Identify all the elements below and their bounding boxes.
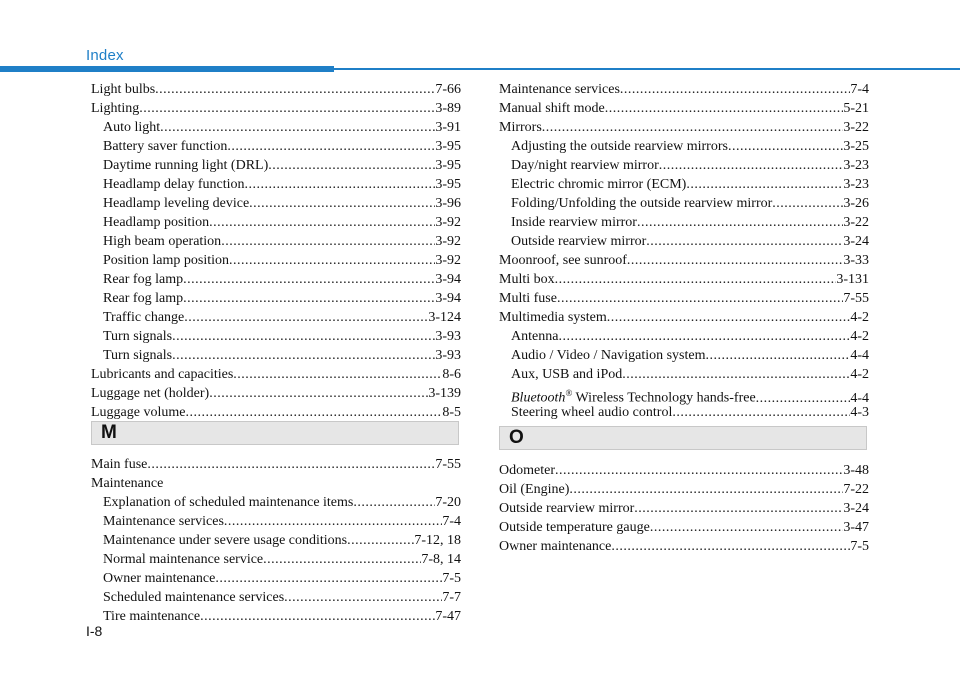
index-page-ref: 7-8, 14	[421, 552, 461, 567]
leader-dots	[221, 232, 435, 251]
index-term: Aux, USB and iPod	[511, 367, 623, 382]
index-entry	[499, 289, 869, 308]
leader-dots	[209, 213, 435, 232]
index-term: Explanation of scheduled maintenance items	[103, 495, 354, 510]
index-term: High beam operation	[103, 234, 222, 249]
index-term: Electric chromic mirror (ECM)	[511, 177, 687, 192]
leader-dots	[139, 99, 435, 118]
header-rule	[0, 66, 960, 72]
index-page-ref: 3-92	[435, 215, 461, 230]
header-rule-thick	[0, 66, 334, 72]
index-entry	[91, 512, 461, 531]
leader-dots	[634, 499, 843, 518]
index-term: Outside temperature gauge	[499, 520, 650, 535]
index-entry	[91, 289, 461, 308]
leader-dots	[215, 569, 442, 588]
leader-dots	[172, 327, 435, 346]
index-page-ref: 4-2	[850, 367, 869, 382]
leader-dots	[706, 346, 851, 365]
leader-dots	[172, 346, 435, 365]
index-page-ref: 7-7	[442, 590, 461, 605]
page-number: I-8	[86, 623, 103, 639]
index-term: Day/night rearview mirror	[511, 158, 659, 173]
index-term: Position lamp position	[103, 253, 230, 268]
leader-dots	[558, 327, 850, 346]
index-entry	[91, 194, 461, 213]
index-entry	[91, 403, 461, 422]
index-term: Maintenance under severe usage conditions	[103, 533, 348, 548]
index-page-ref: 3-47	[843, 520, 869, 535]
index-term-text: Wireless Technology hands-free	[575, 390, 756, 406]
index-term: Audio / Video / Navigation system	[511, 348, 706, 363]
index-term: Turn signals	[103, 329, 173, 344]
index-term: Luggage net (holder)	[91, 386, 210, 401]
index-term: Headlamp position	[103, 215, 210, 230]
index-page-ref: 3-24	[843, 234, 869, 249]
index-page-ref: 7-5	[850, 539, 869, 554]
header-rule-thin	[334, 68, 960, 70]
index-page-ref: 3-25	[843, 139, 869, 154]
index-entry	[91, 365, 461, 384]
leader-dots	[160, 118, 435, 137]
leader-dots	[245, 175, 436, 194]
leader-dots	[620, 80, 850, 99]
leader-dots	[611, 537, 850, 556]
index-entry	[499, 270, 869, 289]
letter-heading-label: O	[509, 427, 524, 448]
leader-dots	[557, 289, 843, 308]
index-term: Multimedia system	[499, 310, 607, 325]
leader-dots	[347, 531, 414, 550]
leader-dots	[184, 308, 428, 327]
leader-dots	[627, 251, 843, 270]
index-entry	[91, 308, 461, 327]
leader-dots	[209, 384, 428, 403]
index-term: Lubricants and capacities	[91, 367, 234, 382]
index-page-ref: 3-48	[843, 463, 869, 478]
index-page-ref: 3-93	[435, 329, 461, 344]
index-term: Owner maintenance	[499, 539, 612, 554]
letter-heading-o	[499, 426, 867, 450]
leader-dots	[224, 512, 442, 531]
leader-dots	[183, 289, 435, 308]
index-page-ref: 7-20	[435, 495, 461, 510]
index-page-ref: 3-94	[435, 291, 461, 306]
index-term: Headlamp delay function	[103, 177, 245, 192]
index-term: Adjusting the outside rearview mirrors	[511, 139, 728, 154]
leader-dots	[183, 270, 435, 289]
index-entry	[91, 175, 461, 194]
index-entry	[91, 493, 461, 512]
index-entry	[91, 137, 461, 156]
index-term: Oil (Engine)	[499, 482, 570, 497]
index-entry	[499, 156, 869, 175]
index-term: Main fuse	[91, 457, 148, 472]
leader-dots	[637, 213, 843, 232]
index-entry	[499, 80, 869, 99]
index-entry	[499, 384, 869, 406]
index-group-l	[91, 80, 461, 422]
index-entry	[91, 99, 461, 118]
leader-dots	[229, 251, 435, 270]
index-entry	[91, 531, 461, 550]
index-term: Mirrors	[499, 120, 542, 135]
index-page-ref: 7-55	[435, 457, 461, 472]
index-term: Maintenance services	[103, 514, 224, 529]
index-page-ref: 7-5	[442, 571, 461, 586]
index-entry	[91, 455, 461, 474]
index-entry	[91, 213, 461, 232]
index-page-ref: 3-131	[836, 272, 869, 287]
index-entry	[499, 137, 869, 156]
index-page-ref: 3-24	[843, 501, 869, 516]
index-page-ref: 3-91	[435, 120, 461, 135]
index-page-ref: 4-4	[850, 390, 869, 406]
index-entry	[499, 308, 869, 327]
index-term: Multi fuse	[499, 291, 557, 306]
index-term: Daytime running light (DRL)	[103, 158, 269, 173]
index-entry	[499, 365, 869, 384]
index-entry	[499, 346, 869, 365]
index-entry	[499, 499, 869, 518]
leader-dots	[605, 99, 844, 118]
index-term: Luggage volume	[91, 405, 186, 420]
leader-dots	[686, 175, 843, 194]
index-term: Outside rearview mirror	[511, 234, 647, 249]
index-group-o	[499, 461, 869, 556]
index-page-ref: 4-2	[850, 329, 869, 344]
letter-heading-m	[91, 421, 459, 445]
leader-dots	[353, 493, 435, 512]
index-page-ref: 3-22	[843, 120, 869, 135]
leader-dots	[200, 607, 435, 626]
index-entry	[499, 251, 869, 270]
index-page-ref: 7-12, 18	[414, 533, 461, 548]
page-header-title: Index	[86, 47, 124, 64]
index-term: Inside rearview mirror	[511, 215, 637, 230]
letter-heading-label: M	[101, 422, 117, 443]
index-term: Battery saver function	[103, 139, 228, 154]
index-term: Antenna	[511, 329, 559, 344]
leader-dots	[672, 403, 850, 422]
index-entry	[499, 213, 869, 232]
index-term: Auto light	[103, 120, 161, 135]
leader-dots	[185, 403, 442, 422]
leader-dots	[555, 270, 837, 289]
index-term: Maintenance services	[499, 82, 620, 97]
index-entry	[91, 232, 461, 251]
index-entry	[499, 403, 869, 422]
index-term: Folding/Unfolding the outside rearview mirror	[511, 196, 773, 211]
leader-dots	[249, 194, 435, 213]
index-term: Rear fog lamp	[103, 272, 184, 287]
index-entry	[91, 251, 461, 270]
index-term: Multi box	[499, 272, 555, 287]
index-page-ref: 7-4	[442, 514, 461, 529]
index-page-ref: 7-22	[843, 482, 869, 497]
index-group-m-cont	[499, 80, 869, 422]
index-entry	[499, 175, 869, 194]
index-page-ref: 3-92	[435, 234, 461, 249]
leader-dots	[227, 137, 435, 156]
leader-dots	[542, 118, 844, 137]
index-page-ref: 5-21	[843, 101, 869, 116]
leader-dots	[263, 550, 421, 569]
index-term: Normal maintenance service	[103, 552, 264, 567]
index-term: Lighting	[91, 101, 140, 116]
leader-dots	[555, 461, 843, 480]
index-term: Scheduled maintenance services	[103, 590, 285, 605]
index-entry	[91, 270, 461, 289]
index-entry	[499, 537, 869, 556]
index-entry	[91, 569, 461, 588]
index-page-ref: 3-26	[843, 196, 869, 211]
index-page-ref: 7-4	[850, 82, 869, 97]
index-page-ref: 4-3	[850, 405, 869, 420]
leader-dots	[147, 455, 435, 474]
index-page-ref: 3-92	[435, 253, 461, 268]
index-entry	[499, 232, 869, 251]
index-page-ref: 7-66	[435, 82, 461, 97]
leader-dots	[646, 232, 843, 251]
leader-dots	[650, 518, 844, 537]
index-entry	[499, 327, 869, 346]
index-page-ref: 8-5	[442, 405, 461, 420]
index-page-ref: 3-23	[843, 158, 869, 173]
index-term: Tire maintenance	[103, 609, 201, 624]
index-group-m	[91, 455, 461, 626]
index-entry	[91, 607, 461, 626]
index-term: Owner maintenance	[103, 571, 216, 586]
index-page-ref: 4-4	[850, 348, 869, 363]
index-term: Odometer	[499, 463, 555, 478]
index-entry	[91, 346, 461, 365]
index-entry	[91, 156, 461, 175]
leader-dots	[569, 480, 843, 499]
index-term: Light bulbs	[91, 82, 156, 97]
index-entry	[91, 80, 461, 99]
index-page-ref: 7-47	[435, 609, 461, 624]
leader-dots	[772, 194, 843, 213]
index-entry	[499, 461, 869, 480]
index-entry	[499, 480, 869, 499]
index-page-ref: 3-33	[843, 253, 869, 268]
leader-dots	[607, 308, 851, 327]
index-entry	[91, 118, 461, 137]
index-term: Maintenance	[91, 476, 164, 491]
index-page-ref: 3-22	[843, 215, 869, 230]
index-page-ref: 4-2	[850, 310, 869, 325]
leader-dots	[284, 588, 442, 607]
index-entry	[499, 518, 869, 537]
leader-dots	[659, 156, 844, 175]
index-term: Rear fog lamp	[103, 291, 184, 306]
index-entry	[499, 99, 869, 118]
index-term: Moonroof, see sunroof	[499, 253, 627, 268]
index-page-ref: 7-55	[843, 291, 869, 306]
leader-dots	[728, 137, 843, 156]
index-entry	[91, 474, 461, 493]
index-term: Traffic change	[103, 310, 185, 325]
index-term: Turn signals	[103, 348, 173, 363]
index-page-ref: 3-139	[428, 386, 461, 401]
index-page-ref: 3-23	[843, 177, 869, 192]
index-entry	[91, 327, 461, 346]
index-page-ref: 3-95	[435, 158, 461, 173]
leader-dots	[268, 156, 435, 175]
leader-dots	[155, 80, 435, 99]
index-page-ref: 3-93	[435, 348, 461, 363]
index-term: Headlamp leveling device	[103, 196, 250, 211]
index-entry	[499, 118, 869, 137]
index-page-ref: 3-96	[435, 196, 461, 211]
index-entry	[91, 384, 461, 403]
index-page-ref: 3-94	[435, 272, 461, 287]
index-entry	[499, 194, 869, 213]
registered-mark: ®	[565, 388, 573, 398]
index-entry	[91, 588, 461, 607]
index-term-italic: Bluetooth	[511, 390, 566, 406]
index-term: Steering wheel audio control	[511, 405, 673, 420]
index-page-ref: 3-95	[435, 139, 461, 154]
index-term: Outside rearview mirror	[499, 501, 635, 516]
leader-dots	[233, 365, 442, 384]
index-entry	[91, 550, 461, 569]
index-page-ref: 8-6	[442, 367, 461, 382]
leader-dots	[622, 365, 850, 384]
index-page-ref: 3-95	[435, 177, 461, 192]
index-page-ref: 3-124	[428, 310, 461, 325]
index-page-ref: 3-89	[435, 101, 461, 116]
index-term: Manual shift mode	[499, 101, 605, 116]
